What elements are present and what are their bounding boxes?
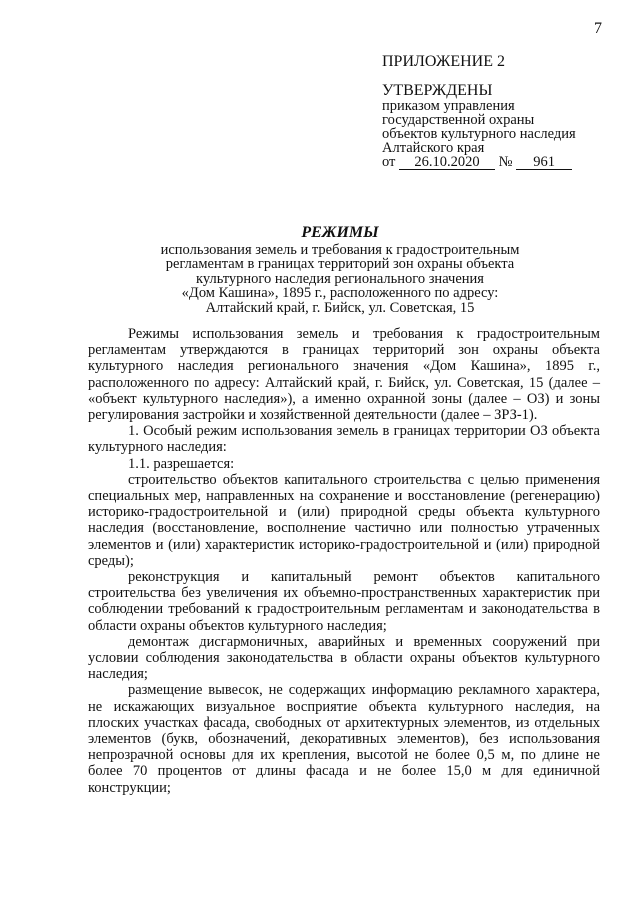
approval-line: государственной охраны — [382, 112, 535, 128]
body-paragraph: реконструкция и капитальный ремонт объектов капитального строительства без увеличения их объемно-пространственных характеристик при соблюдении требований к градостроительным регламентам и законодательства в области охраны объектов культурного наследия; — [88, 569, 600, 634]
body-paragraph: размещение вывесок, не содержащих информацию рекламного характера, не искажающих визуальное восприятие объекта культурного наследия, на плоских участках фасада, свободных от архитектурных элементов, из отдельных элементов (букв, обозначений, декоративных элементов), без использования непрозрачной основы для их крепления, высотой не более 0,5 м, по длине не более 70 процентов от длины фасада и не более 15,0 м для единичной конструкции; — [88, 682, 600, 796]
document-heading — [80, 226, 600, 315]
appendix-label: ПРИЛОЖЕНИЕ 2 — [382, 53, 506, 70]
body-paragraph: строительство объектов капитального строительства с целью применения специальных мер, направленных на сохранение и восстановление (регенерацию) историко-градостроительной и (или) природной среды объекта культурного наследия (восстановление, восполнение частично или полностью утраченных элементов и (или) характеристик историко-градостроительной и (или) природной среды); — [88, 471, 600, 569]
approval-date-line — [382, 155, 622, 170]
page-number: 7 — [594, 20, 602, 37]
body-paragraph: демонтаж дисгармоничных, аварийных и временных сооружений при условии соблюдения законодательства в области охраны объектов культурного наследия; — [88, 633, 600, 683]
approval-block — [382, 55, 622, 170]
body-paragraph: Режимы использования земель и требования к градостроительным регламентам утверждаются в границах территорий зон охраны объекта культурного наследия регионального значения «Дом Кашина», 1895 г., расположенного по адресу: Алтайский край, г. Бийск, ул. Советская, 15 (далее – «объект культурного наследия»), а именно охранной зоны (далее – ОЗ) и зоны регулирования застройки и хозяйственной деятельности (далее – ЗРЗ-1). — [88, 326, 600, 424]
approval-number: 961 — [516, 155, 572, 170]
body-paragraph: 1.1. разрешается: — [128, 455, 235, 472]
approval-line: приказом управления — [382, 98, 515, 114]
heading-line: культурного наследия регионального значения — [196, 270, 484, 287]
document-title: РЕЖИМЫ — [301, 224, 379, 241]
from-label: от — [382, 154, 396, 170]
approval-line: объектов культурного наследия — [382, 126, 576, 142]
document-body — [88, 326, 600, 796]
approved-label: УТВЕРЖДЕНЫ — [382, 82, 493, 99]
body-paragraph: 1. Особый режим использования земель в границах территории ОЗ объекта культурного наследия: — [88, 423, 600, 456]
approval-date: 26.10.2020 — [399, 155, 495, 170]
heading-line: Алтайский край, г. Бийск, ул. Советская, 15 — [205, 299, 475, 316]
number-sign: № — [498, 154, 513, 170]
heading-line: использования земель и требования к градостроительным — [160, 241, 520, 258]
heading-line: «Дом Кашина», 1895 г., расположенного по адресу: — [181, 285, 499, 301]
heading-line: регламентам в границах территорий зон охраны объекта — [165, 256, 515, 272]
approval-line: Алтайского края — [382, 140, 485, 156]
